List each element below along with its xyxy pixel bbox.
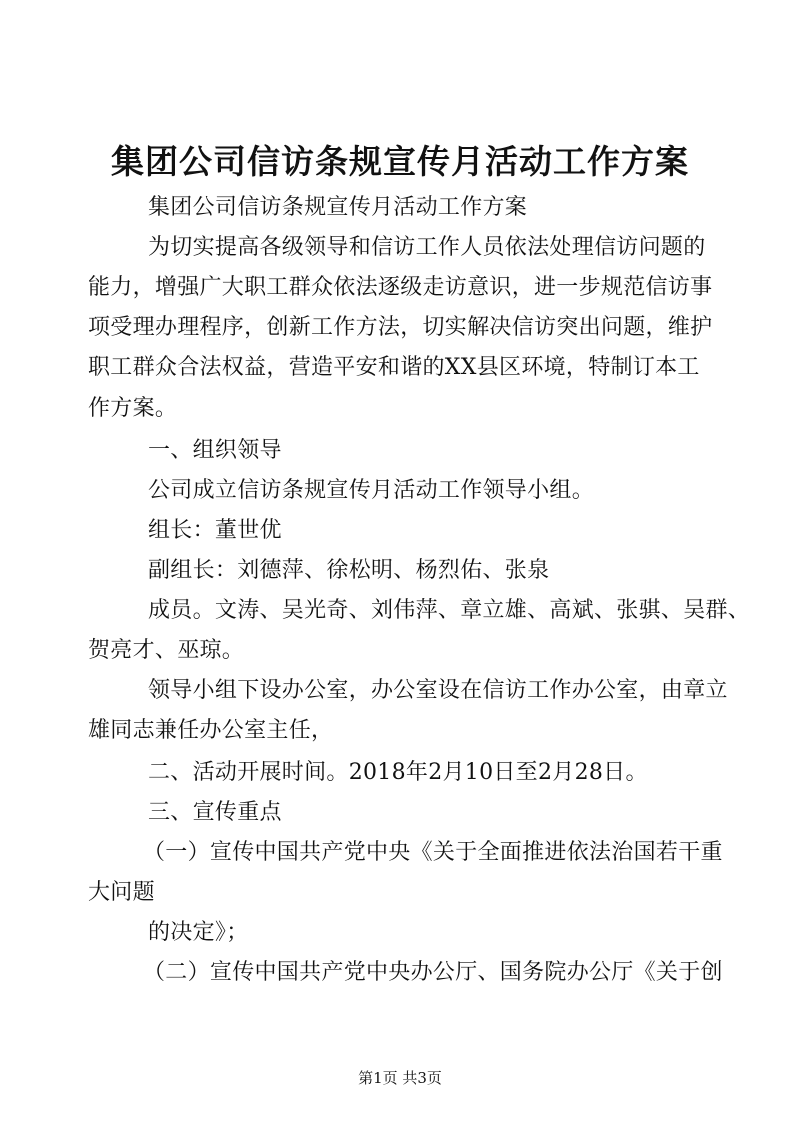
paragraph-line: 领导小组下设办公室，办公室设在信访工作办公室，由章立 xyxy=(148,678,728,703)
section-heading: 一、组织领导 xyxy=(148,438,282,463)
paragraph-line: 作方案。 xyxy=(88,396,178,421)
paragraph-line: 贺亮才、巫琼。 xyxy=(88,638,245,663)
paragraph-line: 为切实提高各级领导和信访工作人员依法处理信访问题的 xyxy=(148,235,706,260)
section-heading: 三、宣传重点 xyxy=(148,800,282,825)
subtitle-line: 集团公司信访条规宣传月活动工作方案 xyxy=(148,195,528,220)
paragraph-line: 大问题 xyxy=(88,880,155,905)
paragraph-line: 能力，增强广大职工群众依法逐级走访意识，进一步规范信访事 xyxy=(88,275,713,300)
paragraph-line: 副组长：刘德萍、徐松明、杨烈佑、张泉 xyxy=(148,558,550,583)
page-footer: 第1页 共3页 xyxy=(358,1069,442,1087)
document-title: 集团公司信访条规宣传月活动工作方案 xyxy=(111,142,689,181)
paragraph-line: 雄同志兼任办公室主任， xyxy=(88,718,334,743)
paragraph-line: 公司成立信访条规宣传月活动工作领导小组。 xyxy=(148,478,595,503)
paragraph-line: 职工群众合法权益，营造平安和谐的XX县区环境，特制订本工 xyxy=(88,355,700,380)
paragraph-line: 的决定》； xyxy=(148,920,249,945)
paragraph-line: 项受理办理程序，创新工作方法，切实解决信访突出问题，维护 xyxy=(88,315,713,340)
paragraph-line: 组长：董世优 xyxy=(148,518,282,543)
paragraph-line: （一）宣传中国共产党中央《关于全面推进依法治国若干重 xyxy=(143,840,723,865)
paragraph-line: （二）宣传中国共产党中央办公厅、国务院办公厅《关于创 xyxy=(143,960,723,985)
paragraph-line: 成员。文涛、吴光奇、刘伟萍、章立雄、高斌、张骐、吴群、 xyxy=(148,598,751,623)
section-heading: 二、活动开展时间。2018年2月10日至2月28日。 xyxy=(148,760,648,785)
